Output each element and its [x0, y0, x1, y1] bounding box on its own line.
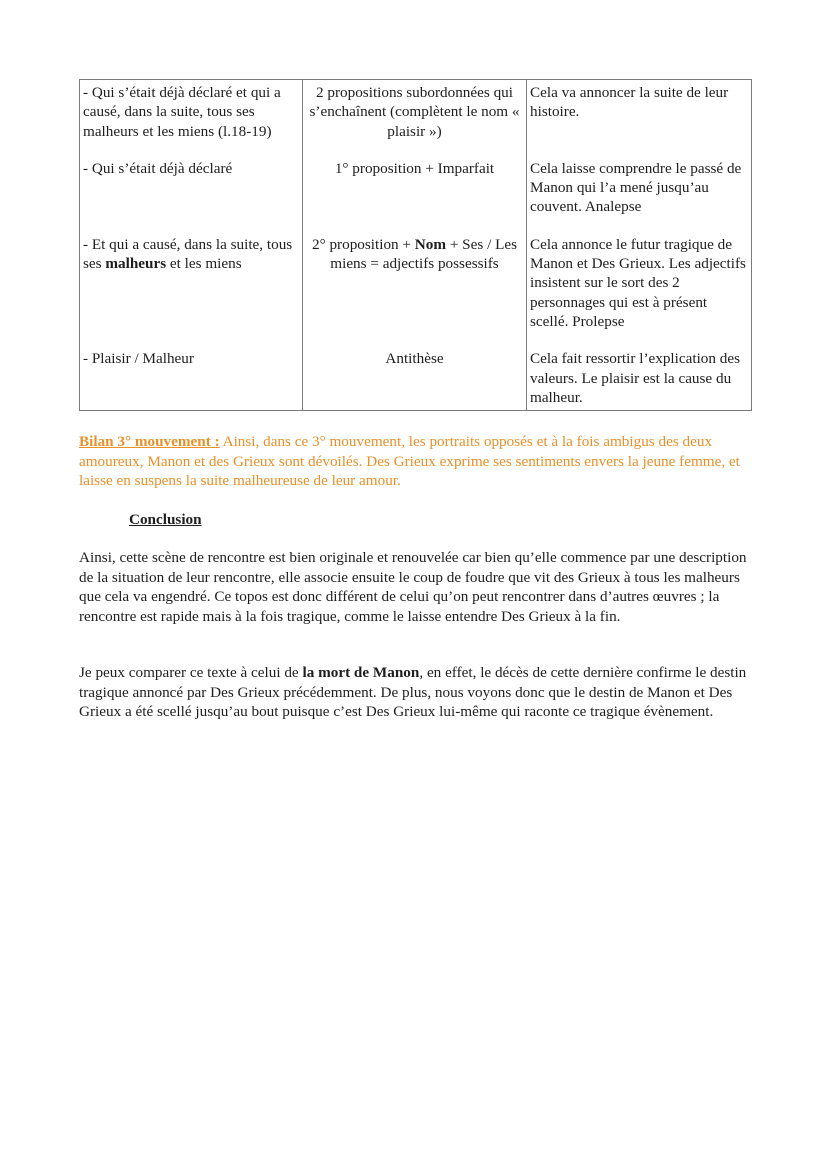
quote-text: - Et qui a causé, dans la suite, tous ses	[83, 235, 293, 273]
process-cell: Antithèse	[303, 349, 527, 410]
table-row	[80, 159, 752, 235]
conclusion-heading: Conclusion	[129, 511, 202, 528]
interpretation-cell: Cela laisse comprendre le passé de Manon qui l’a mené jusqu’au couvent. Analepse	[527, 159, 752, 235]
interpretation-cell: Cela annonce le futur tragique de Manon et Des Grieux. Les adjectifs insistent sur le sort des 2 personnages qui est à présent scellé. Prolepse	[527, 235, 752, 349]
interpretation-cell: Cela fait ressortir l’explication des valeurs. Le plaisir est la cause du malheur.	[527, 349, 752, 410]
process-cell: 1° proposition + Imparfait	[303, 159, 527, 235]
process-text: 2° proposition +	[311, 235, 415, 253]
quote-cell: - Plaisir / Malheur	[80, 349, 303, 410]
conclusion-paragraph-1: Ainsi, cette scène de rencontre est bien originale et renouvelée car bien qu’elle commence par une description de la situation de leur rencontre, elle associe ensuite le coup de foudre que vit des Grieux à tous les malheurs que cela va engendré. Ce topos est donc différent de celui qu’on peut rencontrer dans d’autres œuvres ; la rencontre est rapide mais à la fois tragique, comme le laisse entendre Des Grieux à la fin.	[79, 549, 747, 625]
conclusion-paragraph-2	[79, 663, 749, 722]
bilan-label: Bilan 3° mouvement :	[79, 433, 220, 450]
quote-bold-text: malheurs	[105, 255, 167, 273]
table-row	[80, 80, 752, 159]
paragraph-text: , en effet, le décès de cette dernière confirme le destin tragique annoncé par Des Grieux précédemment. De plus, nous voyons donc que le destin de Manon et Des Grieux a été scellé jusqu’au bout puisque c’est Des Grieux lui-même qui raconte ce tragique évènement.	[79, 664, 747, 720]
process-bold-text: Nom	[414, 235, 447, 253]
interpretation-cell: Cela va annoncer la suite de leur histoire.	[527, 80, 752, 159]
process-cell: 2 propositions subordonnées qui s’enchaînent (complètent le nom « plaisir »)	[303, 80, 527, 159]
analysis-table	[79, 79, 752, 411]
quote-text: et les miens	[166, 255, 242, 273]
paragraph-text: Je peux comparer ce texte à celui de	[79, 664, 303, 681]
quote-cell: - Qui s’était déjà déclaré et qui a causé, dans la suite, tous ses malheurs et les miens (l.18-19)	[80, 80, 303, 159]
bilan-text: Ainsi, dans ce 3° mouvement, les portraits opposés et à la fois ambigus des deux amoureux, Manon et des Grieux sont dévoilés. Des Grieux exprime ses sentiments envers la jeune femme, et laisse en suspens la suite malheureuse de leur amour.	[79, 433, 740, 489]
bilan-paragraph	[79, 432, 749, 491]
table-row	[80, 349, 752, 410]
quote-cell	[80, 235, 303, 349]
quote-cell: - Qui s’était déjà déclaré	[80, 159, 303, 235]
process-cell	[303, 235, 527, 349]
table-row	[80, 235, 752, 349]
process-text: + Ses / Les miens = adjectifs possessifs	[330, 235, 518, 273]
paragraph-bold-text: la mort de Manon	[302, 664, 420, 681]
